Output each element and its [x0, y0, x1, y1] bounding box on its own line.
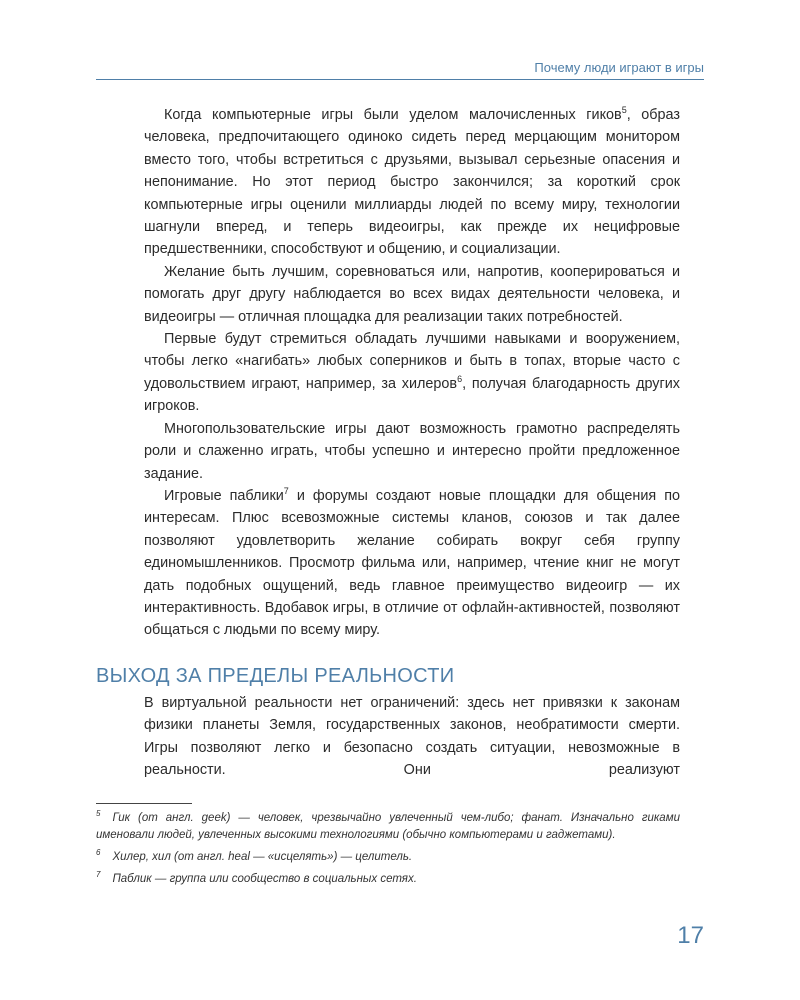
- section-heading: ВЫХОД ЗА ПРЕДЕЛЫ РЕАЛЬНОСТИ: [96, 665, 455, 687]
- page-number: 17: [677, 922, 704, 949]
- paragraph: Игровые паблики$^7$ и форумы создают новые площадки для общения по интересам. Плюс всевозможные системы кланов, союзов и так далее позволяют удовлетворить желание собирать вокруг себя группу единомышленников. Просмотр фильма или, например, чтение книг не могут дать подобных ощущений, ведь главное преимущество видеоигр — их интерактивность. Вдобавок игры, в отличие от офлайн-активностей, позволяют общаться с людьми по всему миру.: [144, 486, 680, 639]
- footnote: $^7$ Паблик — группа или сообщество в социальных сетях.: [96, 870, 417, 885]
- footnote: $^5$ Гик (от англ. geek) — человек, чрезвычайно увлеченный чем-либо; фанат. Изначально гиками именовали людей, увлеченных высокими технологиями (обычно компьютерами и гаджетами).: [96, 809, 680, 841]
- section-paragraph: В виртуальной реальности нет ограничений: здесь нет привязки к законам физики планеты Земля, государственных законов, необратимости смерти. Игры позволяют легко и безопасно создать ситуации, невозможные в реальности. Они реализуют: [144, 695, 680, 779]
- paragraph: Многопользовательские игры дают возможность грамотно распределять роли и слаженно играть, чтобы успешно и интересно пройти предложенное задание.: [144, 420, 680, 482]
- footnote-ref[interactable]: 6: [457, 374, 463, 385]
- paragraph: Первые будут стремиться обладать лучшими навыками и вооружением, чтобы легко «нагибать» любых соперников и быть в топах, вторые часто с удовольствием играют, например, за хилеров$^6$, получая благодарность других игроков.: [144, 331, 680, 415]
- footnote-ref[interactable]: 7: [283, 486, 289, 497]
- paragraph: Желание быть лучшим, соревноваться или, напротив, кооперироваться и помогать друг другу наблюдается во всех видах деятельности человека, и видеоигры — отличная площадка для реализации таких потребностей.: [144, 263, 680, 325]
- section-body: [144, 692, 680, 782]
- footnote-divider: [96, 803, 192, 804]
- footnotes: [96, 810, 680, 893]
- footnote-ref[interactable]: 5: [621, 105, 627, 116]
- running-head: Почему люди играют в игры: [96, 60, 704, 80]
- footnote: $^6$ Хилер, хил (от англ. heal — «исцелять») — целитель.: [96, 848, 413, 863]
- body-text: [144, 104, 680, 642]
- paragraph: Когда компьютерные игры были уделом малочисленных гиков$^5$, образ человека, предпочитающего одиноко сидеть перед мерцающим монитором вместо того, чтобы встретиться с друзьями, вызывал серьезные опасения и непонимание. Но этот период быстро закончился; за короткий срок компьютерные игры оценили миллиарды людей по всему миру, технологии шагнули вперед, и теперь видеоигры, как прежде их нецифровые предшественники, способствуют и общению, и социализации.: [144, 105, 680, 258]
